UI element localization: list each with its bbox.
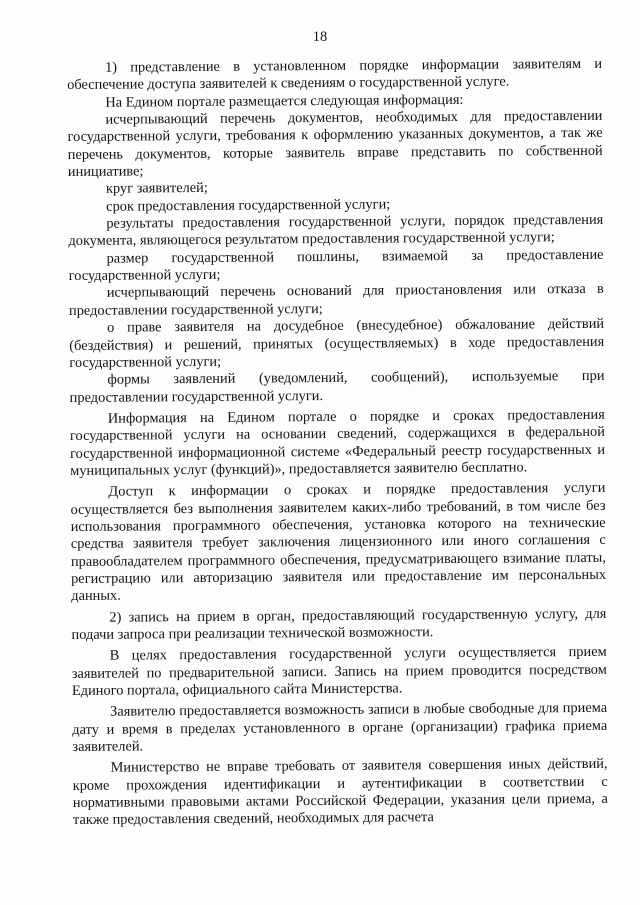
paragraph-ministry-requirements: Министерство не вправе требовать от заявителя совершения иных действий, кроме прохождения идентификации и аутентификации в соответствии с нормативными правовыми актами Российской Федерации, указания цели приема, а также предоставления сведений, необходимых для расчета bbox=[72, 756, 608, 829]
paragraph-state-fee: размер государственной пошлины, взимаемой за предоставление государственной услуги; bbox=[68, 246, 604, 285]
paragraph-appeal-right: о праве заявителя на досудебное (внесудебное) обжалование действий (бездействия) и решений, принятых (осуществляемых) в ходе предоставления государственной услуги; bbox=[69, 315, 605, 371]
document-body bbox=[67, 56, 608, 830]
paragraph-free-information: Информация на Едином портале о порядке и сроках предоставления государственной услуги на основании сведений, содержащихся в федеральной государственной информационной системе «Федеральный реестр государственных и муниципальных услуг (функций)», предоставляется заявителю бесплатно. bbox=[69, 406, 606, 479]
paragraph-documents-list: исчерпывающий перечень документов, необходимых для предоставлении государственной услуги, требования к оформлению указанных документов, а так же перечень документов, которые заявитель вправе представить по собственной инициативе; bbox=[67, 107, 603, 181]
paragraph-service-results: результаты предоставления государственной услуги, порядок представления документа, являющегося результатом предоставления государственной услуги; bbox=[68, 211, 604, 250]
paragraph-preliminary-appointment: В целях предоставления государственной услуги осуществляется прием заявителей по предварительной записи. Запись на прием проводится посредством Единого портала, официального сайта Министерства. bbox=[71, 644, 607, 700]
paragraph-access-conditions: Доступ к информации о сроках и порядке предоставления услуги осуществляется без выполнения заявителем каких-либо требований, в том числе без использования программного обеспечения, установка которого на технические средства заявителя требует заключения лицензионного или иного соглашения с правообладателем программного обеспечения, предусматривающего взимание платы, регистрацию или авторизацию заявителя или предоставление им персональных данных. bbox=[70, 480, 607, 605]
paragraph-item-1-info-provision: 1) представление в установленном порядке информации заявителям и обеспечение доступа заявителей к сведениям о государственной услуге. bbox=[67, 55, 603, 94]
paragraph-service-term: срок предоставления государственной услуги; bbox=[106, 196, 391, 215]
paragraph-item-2-appointment: 2) запись на прием в орган, предоставляющий государственную услугу, для подачи запроса при реализации технической возможности. bbox=[71, 605, 607, 643]
page-number: 18 bbox=[312, 29, 328, 45]
paragraph-appointment-slots: Заявителю предоставляется возможность записи в любые свободные для приема дату и время в пределах установленного в органе (организации) графика приема заявителей. bbox=[72, 700, 608, 756]
paragraph-portal-info-intro: На Едином портале размещается следующая информация: bbox=[105, 91, 464, 111]
paragraph-applicants-circle: круг заявителей; bbox=[105, 180, 208, 198]
paragraph-application-forms: формы заявлений (уведомлений, сообщений), используемые при предоставлении государственной услуги. bbox=[69, 367, 605, 406]
paragraph-refusal-grounds: исчерпывающий перечень оснований для приостановления или отказа в предоставлении государственной услуги; bbox=[68, 281, 604, 319]
